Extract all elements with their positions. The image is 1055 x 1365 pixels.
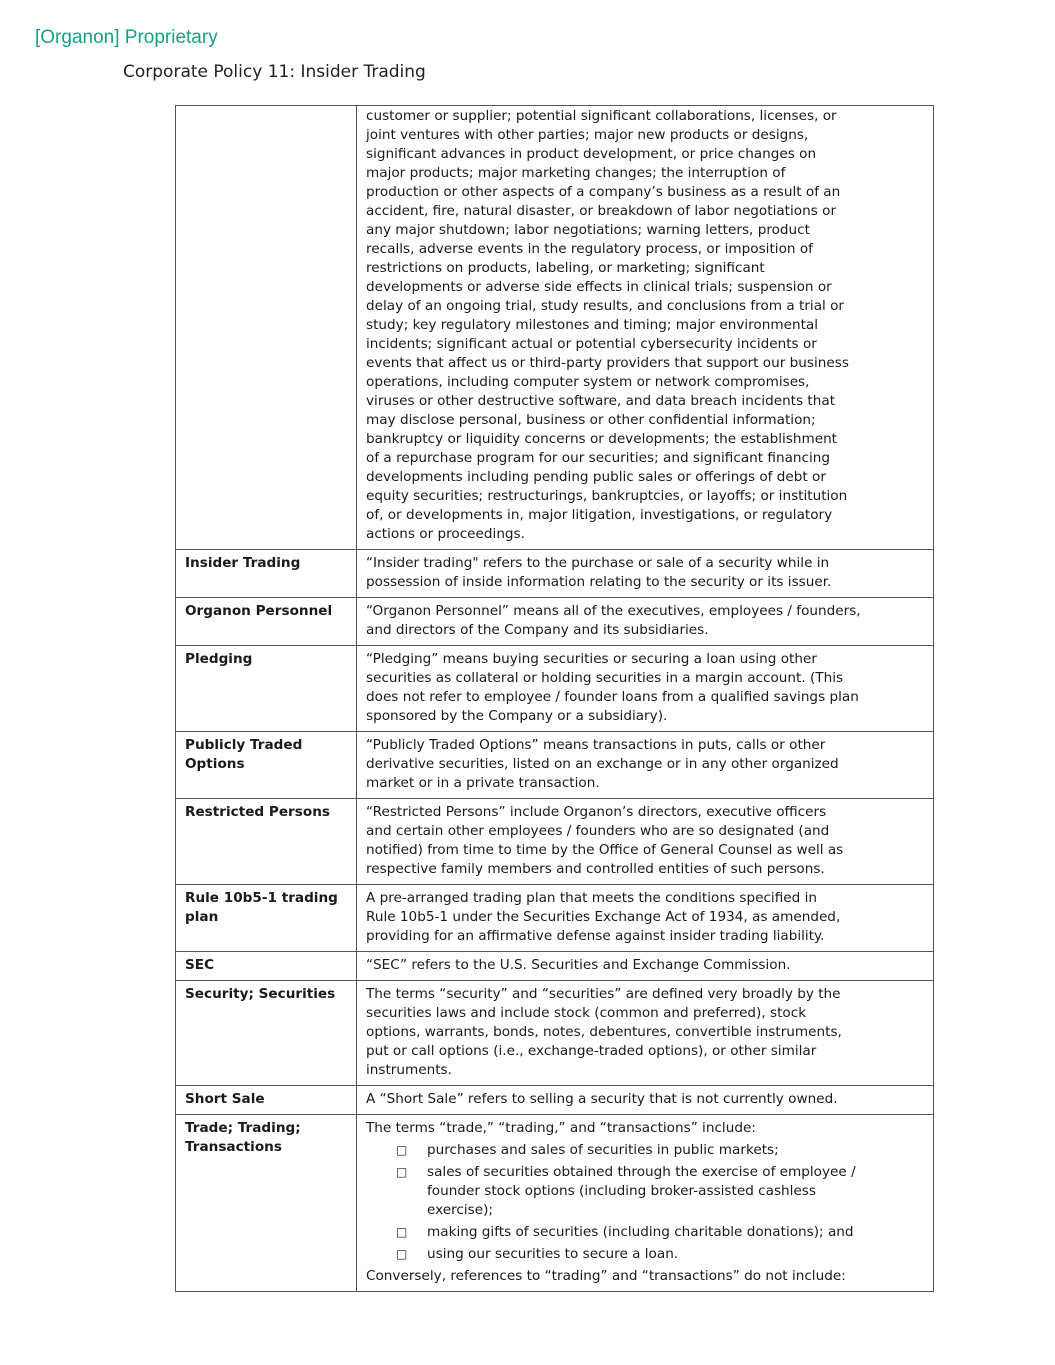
term-cell bbox=[176, 1086, 357, 1115]
bullet-item bbox=[366, 1223, 924, 1242]
term-line: Restricted Persons bbox=[185, 804, 330, 820]
table-row bbox=[176, 981, 934, 1086]
table-row bbox=[176, 598, 934, 646]
table-row bbox=[176, 550, 934, 598]
definition-line: providing for an affirmative defense against insider trading liability. bbox=[366, 928, 825, 944]
definition-cell bbox=[357, 106, 934, 550]
table-row bbox=[176, 799, 934, 885]
definition-line: derivative securities, listed on an exchange or in any other organized bbox=[366, 756, 839, 772]
classification-label: [Organon] Proprietary bbox=[35, 27, 218, 48]
definition-line: Rule 10b5-1 under the Securities Exchange Act of 1934, as amended, bbox=[366, 909, 841, 925]
definition-line: does not refer to employee / founder loans from a qualified savings plan bbox=[366, 689, 859, 705]
bullet-line: making gifts of securities (including charitable donations); and bbox=[427, 1224, 854, 1240]
definition-line: A pre-arranged trading plan that meets the conditions specified in bbox=[366, 890, 817, 906]
term-cell bbox=[176, 952, 357, 981]
definition-line: joint ventures with other parties; major new products or designs, bbox=[366, 127, 809, 143]
bullet-line: purchases and sales of securities in public markets; bbox=[427, 1142, 779, 1158]
bullet-line: using our securities to secure a loan. bbox=[427, 1246, 679, 1262]
definition-line: customer or supplier; potential significant collaborations, licenses, or bbox=[366, 108, 837, 124]
term-cell bbox=[176, 1115, 357, 1292]
term-cell bbox=[176, 598, 357, 646]
definition-cell bbox=[357, 1115, 934, 1292]
bullet-text bbox=[427, 1223, 924, 1242]
definition-cell bbox=[357, 598, 934, 646]
definition-line: and certain other employees / founders who are so designated (and bbox=[366, 823, 830, 839]
definition-line: respective family members and controlled entities of such persons. bbox=[366, 861, 825, 877]
term-line: Organon Personnel bbox=[185, 603, 333, 619]
definition-line: equity securities; restructurings, bankruptcies, or layoffs; or institution bbox=[366, 488, 848, 504]
definition-line: of a repurchase program for our securities; and significant financing bbox=[366, 450, 831, 466]
term-line: plan bbox=[185, 909, 219, 925]
bullet-line: founder stock options (including broker-assisted cashless bbox=[427, 1183, 816, 1199]
definition-line: of, or developments in, major litigation, investigations, or regulatory bbox=[366, 507, 833, 523]
definition-cell bbox=[357, 981, 934, 1086]
term-line: Short Sale bbox=[185, 1091, 265, 1107]
definition-line: possession of inside information relating to the security or its issuer. bbox=[366, 574, 832, 590]
bullet-line: sales of securities obtained through the exercise of employee / bbox=[427, 1164, 856, 1180]
term-cell bbox=[176, 646, 357, 732]
term-line: Rule 10b5-1 trading bbox=[185, 890, 338, 906]
definition-line: delay of an ongoing trial, study results, and conclusions from a trial or bbox=[366, 298, 845, 314]
term-line: SEC bbox=[185, 957, 215, 973]
term-line: Transactions bbox=[185, 1139, 282, 1155]
definition-cell bbox=[357, 952, 934, 981]
definition-line: viruses or other destructive software, and data breach incidents that bbox=[366, 393, 836, 409]
term-cell bbox=[176, 981, 357, 1086]
definition-line: developments or adverse side effects in clinical trials; suspension or bbox=[366, 279, 832, 295]
term-line: Options bbox=[185, 756, 245, 772]
definition-cell bbox=[357, 550, 934, 598]
definition-line: operations, including computer system or network compromises, bbox=[366, 374, 810, 390]
definition-line: incidents; significant actual or potential cybersecurity incidents or bbox=[366, 336, 817, 352]
bullet-item bbox=[366, 1163, 924, 1220]
definition-line: production or other aspects of a company’s business as a result of an bbox=[366, 184, 841, 200]
definition-line: “Pledging” means buying securities or securing a loan using other bbox=[366, 651, 817, 667]
definition-line: put or call options (i.e., exchange-traded options), or other similar bbox=[366, 1043, 817, 1059]
definition-line: and directors of the Company and its subsidiaries. bbox=[366, 622, 709, 638]
term-cell bbox=[176, 885, 357, 952]
definition-line: study; key regulatory milestones and timing; major environmental bbox=[366, 317, 819, 333]
table-row bbox=[176, 1086, 934, 1115]
definition-line: The terms “trade,” “trading,” and “transactions” include: bbox=[366, 1120, 756, 1136]
definition-line: events that affect us or third-party providers that support our business bbox=[366, 355, 849, 371]
table-row bbox=[176, 1115, 934, 1292]
table-row bbox=[176, 106, 934, 550]
term-cell bbox=[176, 799, 357, 885]
term-line: Pledging bbox=[185, 651, 253, 667]
definition-line: “Insider trading" refers to the purchase or sale of a security while in bbox=[366, 555, 830, 571]
bullet-icon: □ bbox=[396, 1225, 408, 1239]
table-row bbox=[176, 885, 934, 952]
term-cell bbox=[176, 106, 357, 550]
definition-line: “SEC” refers to the U.S. Securities and Exchange Commission. bbox=[366, 957, 791, 973]
term-line: Publicly Traded bbox=[185, 737, 303, 753]
definition-line: The terms “security” and “securities” are defined very broadly by the bbox=[366, 986, 841, 1002]
bullet-text bbox=[427, 1163, 924, 1220]
bullet-item bbox=[366, 1245, 924, 1264]
definition-line: sponsored by the Company or a subsidiary). bbox=[366, 708, 668, 724]
bullet-text bbox=[427, 1141, 924, 1160]
definition-line: options, warrants, bonds, notes, debentures, convertible instruments, bbox=[366, 1024, 842, 1040]
bullet-icon: □ bbox=[396, 1143, 408, 1157]
definition-line: notified) from time to time by the Office of General Counsel as well as bbox=[366, 842, 844, 858]
definition-line: recalls, adverse events in the regulatory process, or imposition of bbox=[366, 241, 813, 257]
definition-line: Conversely, references to “trading” and “transactions” do not include: bbox=[366, 1268, 846, 1284]
definition-cell bbox=[357, 646, 934, 732]
bullet-icon: □ bbox=[396, 1247, 408, 1261]
term-cell bbox=[176, 732, 357, 799]
table-row bbox=[176, 952, 934, 981]
definitions-table bbox=[175, 105, 934, 1292]
bullet-text bbox=[427, 1245, 924, 1264]
definition-line: major products; major marketing changes; the interruption of bbox=[366, 165, 786, 181]
term-line: Trade; Trading; bbox=[185, 1120, 301, 1136]
definition-line: significant advances in product development, or price changes on bbox=[366, 146, 817, 162]
definition-line: “Publicly Traded Options” means transactions in puts, calls or other bbox=[366, 737, 826, 753]
definition-line: instruments. bbox=[366, 1062, 452, 1078]
definition-line: actions or proceedings. bbox=[366, 526, 525, 542]
table-row bbox=[176, 732, 934, 799]
definition-line: bankruptcy or liquidity concerns or developments; the establishment bbox=[366, 431, 838, 447]
definition-line: may disclose personal, business or other confidential information; bbox=[366, 412, 816, 428]
definition-line: securities as collateral or holding securities in a margin account. (This bbox=[366, 670, 844, 686]
definition-line: any major shutdown; labor negotiations; warning letters, product bbox=[366, 222, 810, 238]
term-cell bbox=[176, 550, 357, 598]
definition-cell bbox=[357, 732, 934, 799]
definition-line: “Restricted Persons” include Organon’s directors, executive officers bbox=[366, 804, 827, 820]
definition-line: market or in a private transaction. bbox=[366, 775, 600, 791]
bullet-item bbox=[366, 1141, 924, 1160]
term-line: Insider Trading bbox=[185, 555, 301, 571]
definition-line: securities laws and include stock (common and preferred), stock bbox=[366, 1005, 807, 1021]
definition-cell bbox=[357, 799, 934, 885]
definition-line: “Organon Personnel” means all of the executives, employees / founders, bbox=[366, 603, 861, 619]
definition-line: A “Short Sale” refers to selling a security that is not currently owned. bbox=[366, 1091, 838, 1107]
definition-cell bbox=[357, 1086, 934, 1115]
table-row bbox=[176, 646, 934, 732]
definition-line: restrictions on products, labeling, or marketing; significant bbox=[366, 260, 765, 276]
definition-line: accident, fire, natural disaster, or breakdown of labor negotiations or bbox=[366, 203, 837, 219]
bullet-icon: □ bbox=[396, 1165, 408, 1179]
term-line: Security; Securities bbox=[185, 986, 336, 1002]
page-title: Corporate Policy 11: Insider Trading bbox=[123, 62, 426, 82]
bullet-line: exercise); bbox=[427, 1202, 493, 1218]
definition-cell bbox=[357, 885, 934, 952]
definition-line: developments including pending public sales or offerings of debt or bbox=[366, 469, 826, 485]
